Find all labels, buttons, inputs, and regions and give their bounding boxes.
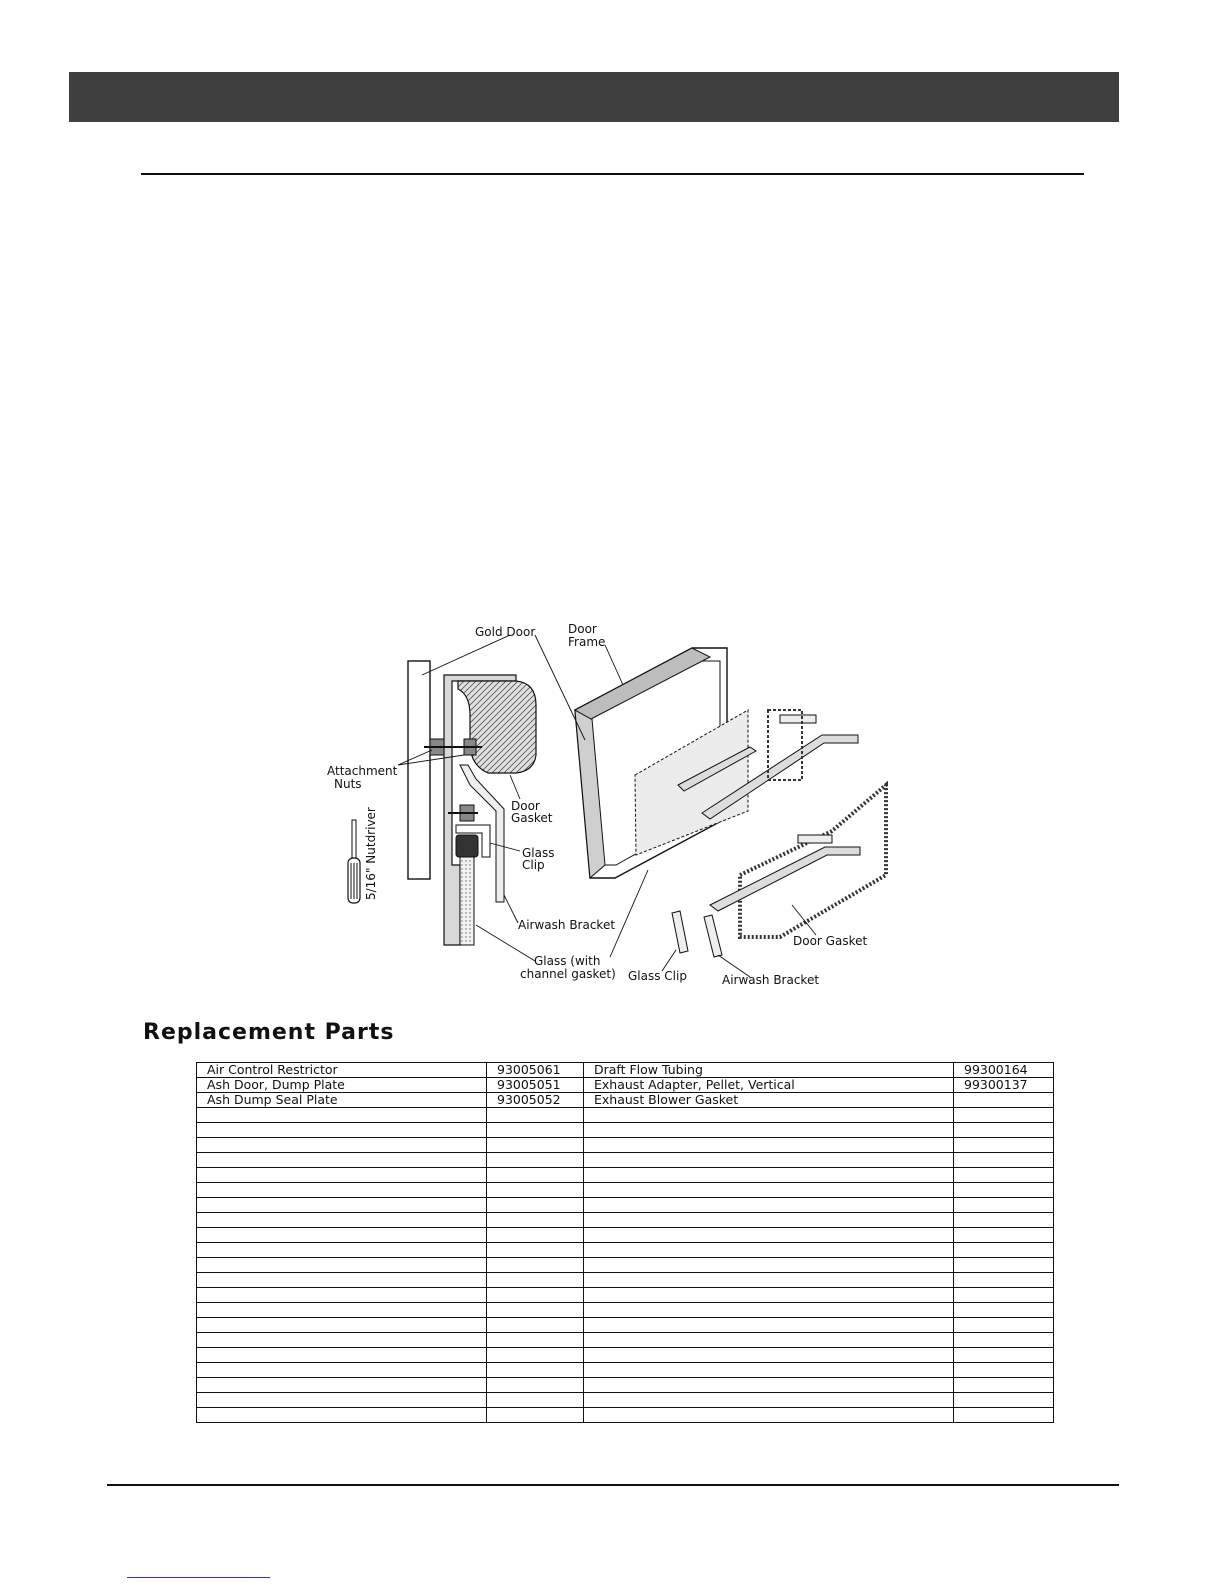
empty-cell xyxy=(584,1168,954,1183)
empty-cell xyxy=(197,1198,487,1213)
empty-cell xyxy=(584,1153,954,1168)
empty-cell xyxy=(197,1348,487,1363)
empty-cell xyxy=(954,1213,1054,1228)
empty-cell xyxy=(584,1198,954,1213)
empty-cell xyxy=(584,1243,954,1258)
empty-cell xyxy=(584,1363,954,1378)
table-row-empty xyxy=(197,1168,1054,1183)
table-row-empty xyxy=(197,1258,1054,1273)
table-row-empty xyxy=(197,1243,1054,1258)
empty-cell xyxy=(487,1183,584,1198)
label-airwash-bracket: Airwash Bracket xyxy=(518,918,616,932)
label-attachment-nuts: Attachment xyxy=(327,764,398,778)
empty-cell xyxy=(487,1303,584,1318)
empty-cell xyxy=(954,1168,1054,1183)
empty-cell xyxy=(584,1123,954,1138)
empty-cell xyxy=(954,1258,1054,1273)
table-row-empty xyxy=(197,1333,1054,1348)
empty-cell xyxy=(197,1153,487,1168)
empty-cell xyxy=(197,1123,487,1138)
empty-cell xyxy=(954,1198,1054,1213)
empty-cell xyxy=(487,1408,584,1423)
empty-cell xyxy=(487,1153,584,1168)
empty-cell xyxy=(584,1378,954,1393)
empty-cell xyxy=(954,1123,1054,1138)
part-number-cell: 93005051 xyxy=(487,1078,584,1093)
label-gold-door: Gold Door xyxy=(475,625,536,639)
part-number-cell xyxy=(954,1093,1054,1108)
empty-cell xyxy=(197,1333,487,1348)
table-row-empty xyxy=(197,1288,1054,1303)
empty-cell xyxy=(197,1228,487,1243)
empty-cell xyxy=(584,1258,954,1273)
footer-link-underline xyxy=(127,1577,270,1578)
part-name-cell: Ash Door, Dump Plate xyxy=(197,1078,487,1093)
empty-cell xyxy=(487,1288,584,1303)
empty-cell xyxy=(487,1363,584,1378)
glass-clip-part xyxy=(672,911,722,957)
empty-cell xyxy=(954,1408,1054,1423)
table-row-empty xyxy=(197,1108,1054,1123)
table-row xyxy=(197,1063,1054,1078)
table-row-empty xyxy=(197,1153,1054,1168)
empty-cell xyxy=(584,1333,954,1348)
label-glass-channel-gasket: channel gasket) xyxy=(520,967,616,981)
empty-cell xyxy=(197,1243,487,1258)
empty-cell xyxy=(487,1123,584,1138)
label-glass-channel-gasket: Glass (with xyxy=(534,954,601,968)
table-row-empty xyxy=(197,1303,1054,1318)
table-row-empty xyxy=(197,1228,1054,1243)
table-row-empty xyxy=(197,1273,1054,1288)
empty-cell xyxy=(954,1153,1054,1168)
label-glass-clip: Glass xyxy=(522,846,555,860)
empty-cell xyxy=(584,1183,954,1198)
empty-cell xyxy=(197,1378,487,1393)
label-attachment-nuts: Nuts xyxy=(334,777,362,791)
cross-section-view xyxy=(348,635,536,961)
empty-cell xyxy=(584,1303,954,1318)
empty-cell xyxy=(197,1168,487,1183)
airwash-bracket-part xyxy=(710,847,860,911)
empty-cell xyxy=(197,1273,487,1288)
empty-cell xyxy=(487,1243,584,1258)
empty-cell xyxy=(197,1303,487,1318)
empty-cell xyxy=(487,1318,584,1333)
label-door-frame: Door xyxy=(568,622,597,636)
label-door-gasket-right: Door Gasket xyxy=(793,934,868,948)
gold-door-panel xyxy=(408,661,430,879)
bottom-rule xyxy=(107,1484,1119,1486)
empty-cell xyxy=(584,1273,954,1288)
empty-cell xyxy=(487,1108,584,1123)
table-row-empty xyxy=(197,1213,1054,1228)
empty-cell xyxy=(584,1213,954,1228)
part-name-cell: Exhaust Blower Gasket xyxy=(584,1093,954,1108)
empty-cell xyxy=(954,1273,1054,1288)
empty-cell xyxy=(954,1303,1054,1318)
empty-cell xyxy=(584,1108,954,1123)
channel-gasket-profile xyxy=(456,835,478,857)
empty-cell xyxy=(954,1288,1054,1303)
empty-cell xyxy=(487,1168,584,1183)
empty-cell xyxy=(954,1378,1054,1393)
table-row xyxy=(197,1093,1054,1108)
table-row-empty xyxy=(197,1318,1054,1333)
label-nutdriver: 5/16" Nutdriver xyxy=(364,807,378,900)
label-glass-clip: Clip xyxy=(522,858,545,872)
part-name-cell: Draft Flow Tubing xyxy=(584,1063,954,1078)
replacement-parts-table xyxy=(196,1062,1054,1423)
table-row-empty xyxy=(197,1183,1054,1198)
empty-cell xyxy=(954,1333,1054,1348)
empty-cell xyxy=(487,1378,584,1393)
empty-cell xyxy=(487,1258,584,1273)
empty-cell xyxy=(197,1408,487,1423)
empty-cell xyxy=(954,1138,1054,1153)
table-row-empty xyxy=(197,1408,1054,1423)
label-door-gasket: Gasket xyxy=(511,811,553,825)
empty-cell xyxy=(954,1183,1054,1198)
table-row-empty xyxy=(197,1378,1054,1393)
empty-cell xyxy=(487,1333,584,1348)
part-name-cell: Exhaust Adapter, Pellet, Vertical xyxy=(584,1078,954,1093)
empty-cell xyxy=(487,1198,584,1213)
empty-cell xyxy=(954,1243,1054,1258)
empty-cell xyxy=(487,1213,584,1228)
empty-cell xyxy=(197,1393,487,1408)
table-row-empty xyxy=(197,1393,1054,1408)
label-airwash-bracket-right: Airwash Bracket xyxy=(722,973,820,987)
empty-cell xyxy=(197,1183,487,1198)
part-number-cell: 93005052 xyxy=(487,1093,584,1108)
door-glass-exploded-diagram xyxy=(320,615,900,1005)
empty-cell xyxy=(487,1393,584,1408)
empty-cell xyxy=(954,1318,1054,1333)
header-bar xyxy=(69,72,1119,122)
empty-cell xyxy=(584,1288,954,1303)
label-glass-clip-right: Glass Clip xyxy=(628,969,687,983)
table-row-empty xyxy=(197,1138,1054,1153)
table-row xyxy=(197,1078,1054,1093)
empty-cell xyxy=(584,1228,954,1243)
empty-cell xyxy=(954,1108,1054,1123)
part-name-cell: Ash Dump Seal Plate xyxy=(197,1093,487,1108)
empty-cell xyxy=(197,1138,487,1153)
table-row-empty xyxy=(197,1123,1054,1138)
table-row-empty xyxy=(197,1348,1054,1363)
empty-cell xyxy=(487,1348,584,1363)
replacement-parts-heading: Replacement Parts xyxy=(143,1020,395,1045)
empty-cell xyxy=(584,1408,954,1423)
top-rule xyxy=(141,173,1084,175)
empty-cell xyxy=(584,1138,954,1153)
empty-cell xyxy=(487,1228,584,1243)
empty-cell xyxy=(487,1273,584,1288)
empty-cell xyxy=(584,1348,954,1363)
nutdriver-icon xyxy=(348,820,360,903)
label-door-frame: Frame xyxy=(568,635,606,649)
table-row-empty xyxy=(197,1198,1054,1213)
empty-cell xyxy=(197,1288,487,1303)
empty-cell xyxy=(197,1213,487,1228)
empty-cell xyxy=(197,1258,487,1273)
table-row-empty xyxy=(197,1363,1054,1378)
empty-cell xyxy=(197,1108,487,1123)
door-gasket-profile xyxy=(458,681,536,773)
label-door-gasket: Door xyxy=(511,799,540,813)
part-number-cell: 99300137 xyxy=(954,1078,1054,1093)
empty-cell xyxy=(197,1363,487,1378)
part-number-cell: 99300164 xyxy=(954,1063,1054,1078)
empty-cell xyxy=(487,1138,584,1153)
empty-cell xyxy=(584,1393,954,1408)
part-name-cell: Air Control Restrictor xyxy=(197,1063,487,1078)
empty-cell xyxy=(584,1318,954,1333)
empty-cell xyxy=(197,1318,487,1333)
glass-clip-part xyxy=(780,715,832,843)
empty-cell xyxy=(954,1228,1054,1243)
empty-cell xyxy=(954,1393,1054,1408)
attachment-nut xyxy=(424,739,482,755)
empty-cell xyxy=(954,1348,1054,1363)
part-number-cell: 93005061 xyxy=(487,1063,584,1078)
empty-cell xyxy=(954,1363,1054,1378)
